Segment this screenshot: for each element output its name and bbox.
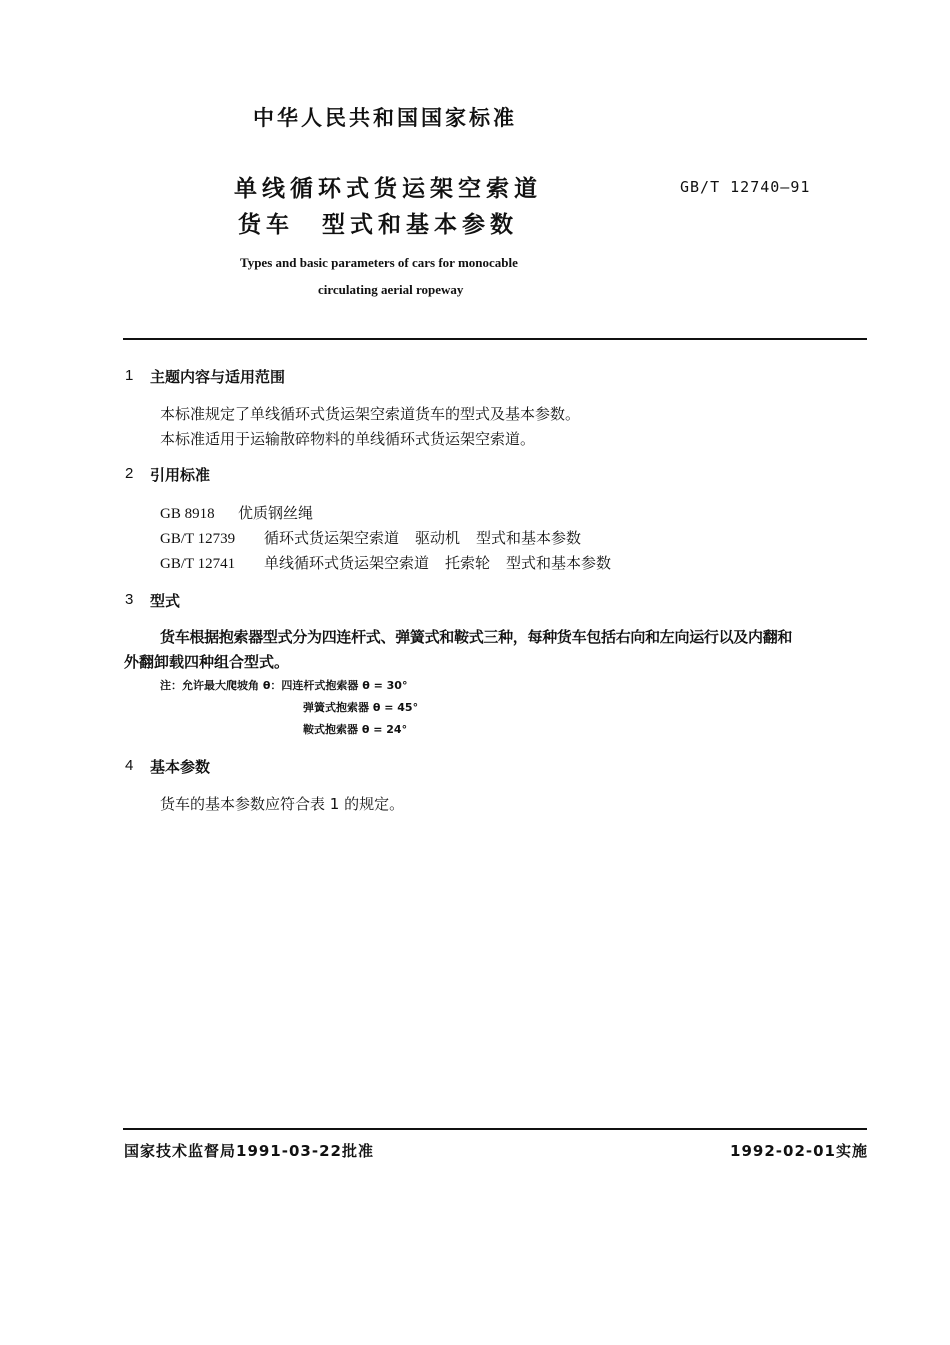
english-title-line1: Types and basic parameters of cars for monocable xyxy=(240,255,518,270)
section-1-title: 主题内容与适用范围 xyxy=(150,368,286,386)
reference-part: 单线循环式货运架空索道 xyxy=(264,554,430,572)
title-line2-part-a: 货车 xyxy=(238,212,294,238)
section-2-number: 2 xyxy=(125,465,134,482)
section-4-title: 基本参数 xyxy=(150,758,211,776)
reference-code: GB 8918 xyxy=(160,506,215,522)
reference-item xyxy=(160,527,581,548)
section-3-note-2: 弹簧式抱索器 θ = 45° xyxy=(303,701,419,714)
english-title-line2: circulating aerial ropeway xyxy=(318,282,464,297)
section-4-number: 4 xyxy=(125,757,134,774)
reference-item xyxy=(160,502,313,523)
section-4-paragraph: 货车的基本参数应符合表 1 的规定。 xyxy=(160,795,405,813)
approval-date: 国家技术监督局1991-03-22批准 xyxy=(124,1142,374,1160)
country-standard-heading: 中华人民共和国国家标准 xyxy=(253,106,517,130)
standard-number: GB/T 12740—91 xyxy=(680,178,811,196)
section-3-paragraph-line2: 外翻卸载四种组合型式。 xyxy=(124,653,290,671)
implementation-date: 1992-02-01实施 xyxy=(730,1142,868,1160)
section-3-paragraph-line1: 货车根据抱索器型式分为四连杆式、弹簧式和鞍式三种，每种货车包括右向和左向运行以及内翻和 xyxy=(160,628,793,646)
header-divider xyxy=(123,338,867,340)
reference-part: 型式和基本参数 xyxy=(506,554,612,572)
section-2-title: 引用标准 xyxy=(150,466,211,484)
title-line2-part-b: 型式和基本参数 xyxy=(322,212,518,238)
reference-part: 托索轮 xyxy=(445,554,491,572)
section-1-paragraph-1: 本标准规定了单线循环式货运架空索道货车的型式及基本参数。 xyxy=(160,405,581,423)
reference-part: 优质钢丝绳 xyxy=(238,504,314,522)
reference-part: 循环式货运架空索道 xyxy=(264,529,400,547)
section-3-note-1: 注：允许最大爬坡角 θ：四连杆式抱索器 θ = 30° xyxy=(160,679,408,692)
footer-divider xyxy=(123,1128,867,1130)
section-3-note-3: 鞍式抱索器 θ = 24° xyxy=(303,723,408,736)
document-title-line1: 单线循环式货运架空索道 xyxy=(234,176,542,202)
reference-code: GB/T 12739 xyxy=(160,531,236,547)
section-1-number: 1 xyxy=(125,367,134,384)
reference-part: 型式和基本参数 xyxy=(476,529,582,547)
reference-code: GB/T 12741 xyxy=(160,556,236,572)
reference-item xyxy=(160,552,611,573)
section-3-number: 3 xyxy=(125,591,134,608)
document-title-line2 xyxy=(238,206,518,239)
section-1-paragraph-2: 本标准适用于运输散碎物料的单线循环式货运架空索道。 xyxy=(160,430,536,448)
section-3-title: 型式 xyxy=(150,592,181,610)
reference-part: 驱动机 xyxy=(415,529,461,547)
